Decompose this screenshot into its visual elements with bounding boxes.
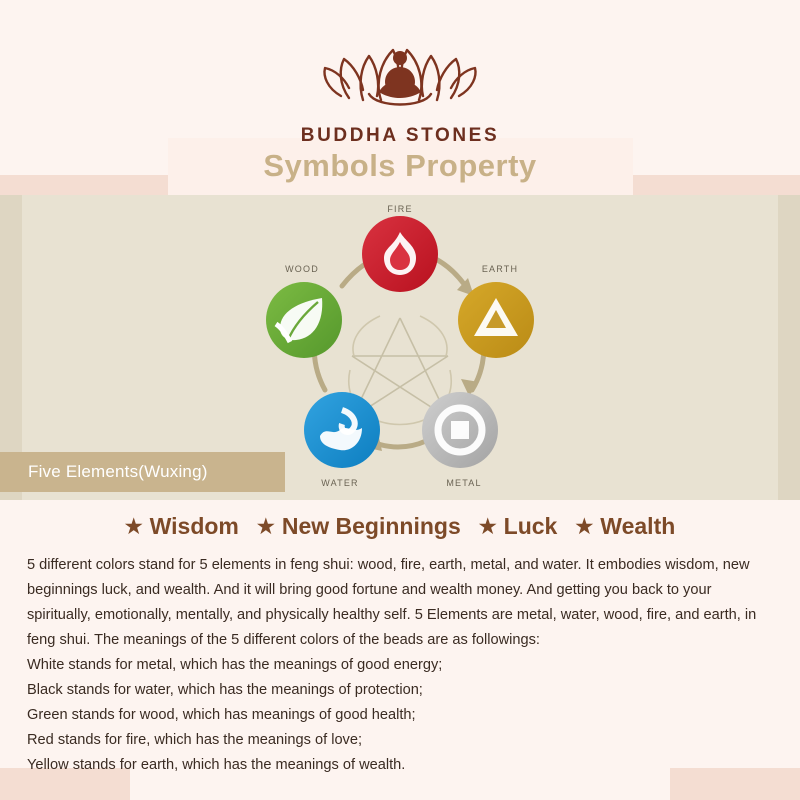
benefit-label: Wealth xyxy=(600,513,676,539)
color-meaning-line: Red stands for fire, which has the meanings of love; xyxy=(27,732,363,748)
color-meaning-line: Green stands for wood, which has meanings of good health; xyxy=(27,707,416,723)
color-meaning-line: White stands for metal, which has the meanings of good energy; xyxy=(27,657,443,673)
benefit-label: New Beginnings xyxy=(281,513,461,539)
svg-text:EARTH: EARTH xyxy=(481,264,519,274)
star-icon: ★ xyxy=(478,515,497,538)
description-text xyxy=(27,553,775,778)
node-fire xyxy=(362,216,438,292)
benefit-label: Wisdom xyxy=(149,513,239,539)
svg-text:FIRE: FIRE xyxy=(387,204,413,214)
svg-text:METAL: METAL xyxy=(446,478,482,488)
brand-name: BUDDHA STONES xyxy=(300,125,500,146)
benefit-item xyxy=(125,513,239,540)
page-title: Symbols Property xyxy=(263,148,537,183)
node-earth xyxy=(458,282,534,358)
benefit-item xyxy=(257,513,461,540)
node-metal xyxy=(422,392,498,468)
benefit-item xyxy=(479,513,558,540)
diagram-caption: Five Elements(Wuxing) xyxy=(28,462,208,481)
decorative-notch-right xyxy=(778,195,800,500)
benefits-row xyxy=(0,513,800,540)
svg-text:WOOD: WOOD xyxy=(285,264,319,274)
brand-logo xyxy=(0,22,800,146)
star-icon: ★ xyxy=(124,515,143,538)
diagram-caption-plate xyxy=(0,452,285,492)
color-meaning-line: Yellow stands for earth, which has the meanings of wealth. xyxy=(27,757,406,773)
description-paragraph: 5 different colors stand for 5 elements in feng shui: wood, fire, earth, metal, and water. It embodies wisdom, new beginnings luck, and wealth. And it will bring good fortune and wealth money. And getting you back to your spiritually, emotionally, mentally, and physically healthy self. 5 Elements are metal, water, wood, fire, and earth, in feng shui. The meanings of the 5 different colors of the beads are as followings: xyxy=(27,557,757,648)
node-water xyxy=(304,392,380,468)
benefit-label: Luck xyxy=(503,513,558,539)
color-meaning-line: Black stands for water, which has the meanings of protection; xyxy=(27,682,423,698)
benefit-item xyxy=(575,513,675,540)
star-icon: ★ xyxy=(575,515,594,538)
star-icon: ★ xyxy=(256,515,275,538)
node-wood xyxy=(266,282,342,358)
svg-text:WATER: WATER xyxy=(321,478,359,488)
lotus-meditation-icon xyxy=(311,22,489,119)
